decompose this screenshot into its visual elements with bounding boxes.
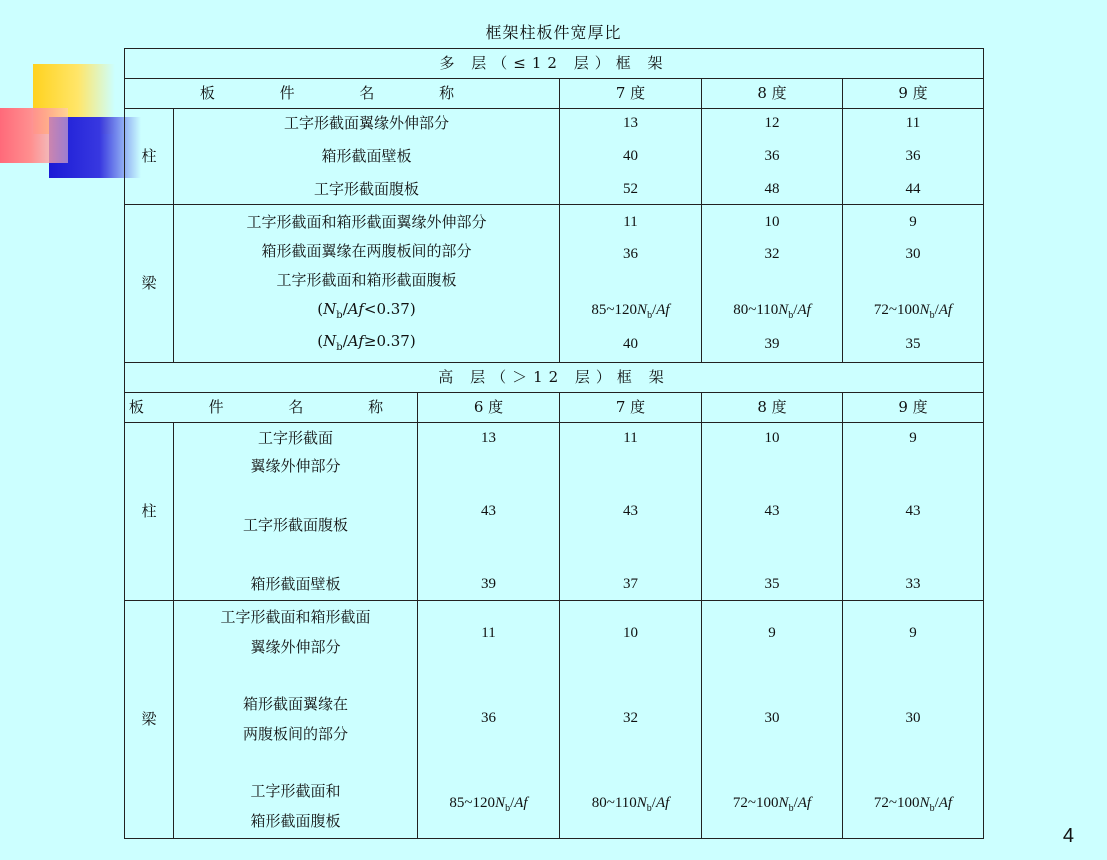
value: 43 bbox=[764, 502, 780, 519]
item-names bbox=[174, 601, 418, 839]
value-cell bbox=[702, 423, 843, 601]
value: 9 bbox=[909, 624, 917, 641]
value: 37 bbox=[623, 576, 638, 593]
value: 40 bbox=[623, 336, 638, 353]
item-name: 工字形截面腹板 bbox=[313, 180, 419, 199]
value: 30 bbox=[905, 709, 921, 726]
value: 43 bbox=[481, 502, 496, 519]
name-header: 板 件 名 称 bbox=[125, 393, 418, 423]
degree-header: 9 度 bbox=[843, 79, 984, 109]
section-title-high: 高 层（＞12 层）框 架 bbox=[125, 363, 984, 393]
item-name: 翼缘外伸部分 bbox=[250, 637, 341, 656]
item-names bbox=[174, 109, 560, 205]
value: $80\sim 110N_b/Af$ bbox=[591, 795, 670, 814]
item-name: 工字形截面和 bbox=[250, 782, 341, 801]
value-cell bbox=[843, 601, 984, 839]
value: 39 bbox=[481, 576, 496, 593]
table-title: 框架柱板件宽厚比 bbox=[485, 23, 622, 42]
column-header-row-multi bbox=[125, 79, 984, 109]
value: 35 bbox=[905, 336, 921, 353]
value: 36 bbox=[905, 147, 921, 164]
value: $72\sim 100N_b/Af$ bbox=[873, 795, 953, 814]
value: 13 bbox=[623, 114, 638, 131]
degree-header: 6 度 bbox=[418, 393, 560, 423]
value: $72\sim 100N_b/Af$ bbox=[732, 795, 812, 814]
value: 9 bbox=[909, 429, 917, 446]
value: 11 bbox=[481, 624, 496, 641]
value: $80\sim 110N_b/Af$ bbox=[733, 301, 811, 321]
name-header: 板 件 名 称 bbox=[125, 79, 560, 109]
page-number: 4 bbox=[1062, 825, 1074, 847]
item-name: 工字形截面和箱形截面翼缘外伸部分 bbox=[246, 212, 487, 231]
item-names bbox=[174, 205, 560, 363]
value-cell bbox=[560, 109, 702, 205]
degree-header: 8 度 bbox=[702, 79, 843, 109]
degree-header: 7 度 bbox=[560, 393, 702, 423]
section-header-high bbox=[125, 363, 984, 393]
value-cell bbox=[560, 205, 702, 363]
value: 32 bbox=[623, 709, 638, 726]
value-cell bbox=[418, 601, 560, 839]
value: 13 bbox=[481, 429, 496, 446]
value-cell bbox=[843, 109, 984, 205]
value: $72\sim 100N_b/Af$ bbox=[873, 301, 953, 321]
value-cell bbox=[702, 205, 843, 363]
item-name: $(N_b/Af<0.37)$ bbox=[317, 299, 416, 321]
item-name: 工字形截面翼缘外伸部分 bbox=[283, 113, 449, 132]
column-header-row-high bbox=[125, 393, 984, 423]
section-title-multi: 多 层（≤12 层）框 架 bbox=[125, 49, 984, 79]
item-names bbox=[174, 423, 418, 601]
value: 52 bbox=[623, 181, 638, 198]
value: 36 bbox=[623, 245, 638, 262]
degree-header: 7 度 bbox=[560, 79, 702, 109]
value: 30 bbox=[905, 245, 921, 262]
width-thickness-table bbox=[124, 48, 984, 839]
value: 40 bbox=[623, 147, 638, 164]
item-name: 工字形截面和箱形截面 bbox=[220, 607, 371, 626]
item-name: 箱形截面翼缘在 bbox=[242, 694, 348, 713]
item-name: 箱形截面翼缘在两腹板间的部分 bbox=[261, 241, 472, 260]
decor-red-square bbox=[0, 108, 68, 163]
value: 11 bbox=[905, 114, 921, 131]
degree-header: 9 度 bbox=[843, 393, 984, 423]
table-row-multi-column bbox=[125, 109, 984, 205]
category-cell: 柱 bbox=[125, 423, 174, 601]
degree-header: 8 度 bbox=[702, 393, 843, 423]
value-cell bbox=[843, 205, 984, 363]
value: 11 bbox=[623, 429, 638, 446]
value: 36 bbox=[481, 709, 496, 726]
value: 10 bbox=[764, 213, 780, 230]
value: 9 bbox=[909, 213, 917, 230]
value: 43 bbox=[905, 502, 921, 519]
section-header-multi bbox=[125, 49, 984, 79]
item-name: 工字形截面和箱形截面腹板 bbox=[276, 270, 457, 289]
item-name: 两腹板间的部分 bbox=[242, 724, 348, 743]
value-cell bbox=[702, 601, 843, 839]
item-name: 箱形截面壁板 bbox=[250, 575, 341, 594]
value: 44 bbox=[905, 181, 921, 198]
value-cell bbox=[418, 423, 560, 601]
item-name: 箱形截面壁板 bbox=[321, 146, 412, 165]
value: 9 bbox=[768, 624, 776, 641]
value: 10 bbox=[623, 624, 638, 641]
category-cell: 梁 bbox=[125, 205, 174, 363]
value-cell bbox=[560, 601, 702, 839]
value-cell bbox=[560, 423, 702, 601]
value-cell bbox=[843, 423, 984, 601]
value: 36 bbox=[764, 147, 780, 164]
value: 32 bbox=[764, 245, 780, 262]
value-cell bbox=[702, 109, 843, 205]
category-cell: 梁 bbox=[125, 601, 174, 839]
value: 43 bbox=[623, 502, 638, 519]
item-name: 工字形截面腹板 bbox=[242, 516, 348, 534]
value: 39 bbox=[764, 336, 780, 353]
value: 33 bbox=[905, 576, 921, 593]
table-row-high-column bbox=[125, 423, 984, 601]
value: 10 bbox=[764, 429, 780, 446]
value: $85\sim 120N_b/Af$ bbox=[591, 301, 670, 321]
value: 35 bbox=[764, 576, 780, 593]
category-cell: 柱 bbox=[125, 109, 174, 205]
value: $85\sim 120N_b/Af$ bbox=[449, 795, 528, 814]
table-row-multi-beam bbox=[125, 205, 984, 363]
value: 12 bbox=[764, 114, 780, 131]
table-row-high-beam bbox=[125, 601, 984, 839]
item-name: 箱形截面腹板 bbox=[250, 812, 341, 831]
item-name: $(N_b/Af\ge 0.37)$ bbox=[317, 332, 416, 353]
value: 48 bbox=[764, 181, 780, 198]
item-name: 翼缘外伸部分 bbox=[250, 456, 341, 475]
value: 30 bbox=[764, 709, 780, 726]
item-name: 工字形截面 bbox=[257, 428, 333, 447]
value: 11 bbox=[623, 213, 638, 230]
